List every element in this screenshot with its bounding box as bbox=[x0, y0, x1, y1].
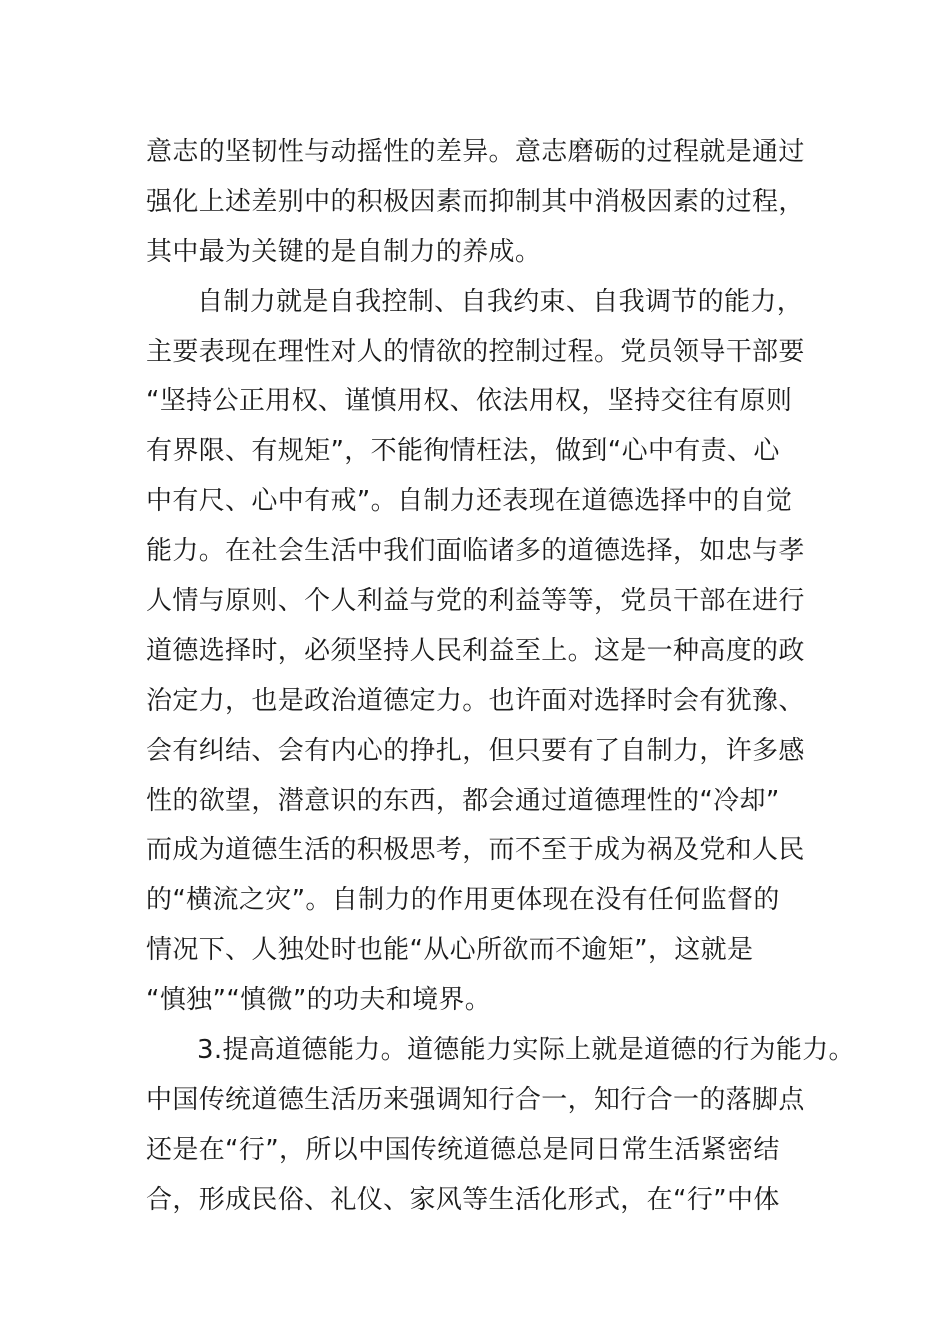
text-line: 合，形成民俗、礼仪、家风等生活化形式，在“行”中体 bbox=[146, 1184, 780, 1215]
text-line: 其中最为关键的是自制力的养成。 bbox=[146, 236, 542, 267]
text-line: 主要表现在理性对人的情欲的控制过程。党员领导干部要 bbox=[146, 336, 805, 367]
text-line: 中国传统道德生活历来强调知行合一，知行合一的落脚点 bbox=[146, 1084, 805, 1115]
text-line: 强化上述差别中的积极因素而抑制其中消极因素的过程， bbox=[146, 186, 805, 217]
text-line: 道德选择时，必须坚持人民利益至上。这是一种高度的政 bbox=[146, 635, 805, 666]
text-line: 还是在“行”，所以中国传统道德总是同日常生活紧密结 bbox=[146, 1134, 780, 1165]
text-line: 有界限、有规矩”，不能徇情枉法，做到“心中有责、心 bbox=[146, 436, 780, 467]
section-heading-line: 3.提高道德能力。道德能力实际上就是道德的行为能力。 bbox=[197, 1035, 855, 1066]
text-line: 中有尺、心中有戒”。自制力还表现在道德选择中的自觉 bbox=[146, 486, 793, 517]
text-line: 治定力，也是政治道德定力。也许面对选择时会有犹豫、 bbox=[146, 685, 805, 716]
text-line: 能力。在社会生活中我们面临诸多的道德选择，如忠与孝 bbox=[146, 536, 805, 567]
text-line: “慎独”“慎微”的功夫和境界。 bbox=[146, 985, 492, 1016]
text-line: 人情与原则、个人利益与党的利益等等，党员干部在进行 bbox=[146, 586, 805, 617]
text-line: 性的欲望，潜意识的东西，都会通过道德理性的“冷却” bbox=[146, 785, 780, 816]
text-line: 情况下、人独处时也能“从心所欲而不逾矩”，这就是 bbox=[146, 935, 754, 966]
text-line: “坚持公正用权、谨慎用权、依法用权，坚持交往有原则 bbox=[146, 386, 793, 417]
body-text bbox=[146, 128, 855, 1226]
paragraph-start-line: 自制力就是自我控制、自我约束、自我调节的能力， bbox=[197, 286, 804, 317]
text-line: 而成为道德生活的积极思考，而不至于成为祸及党和人民 bbox=[146, 835, 805, 866]
text-line: 会有纠结、会有内心的挣扎，但只要有了自制力，许多感 bbox=[146, 735, 805, 766]
text-line: 的“横流之灾”。自制力的作用更体现在没有任何监督的 bbox=[146, 885, 780, 916]
text-line: 意志的坚韧性与动摇性的差异。意志磨砺的过程就是通过 bbox=[146, 137, 805, 167]
